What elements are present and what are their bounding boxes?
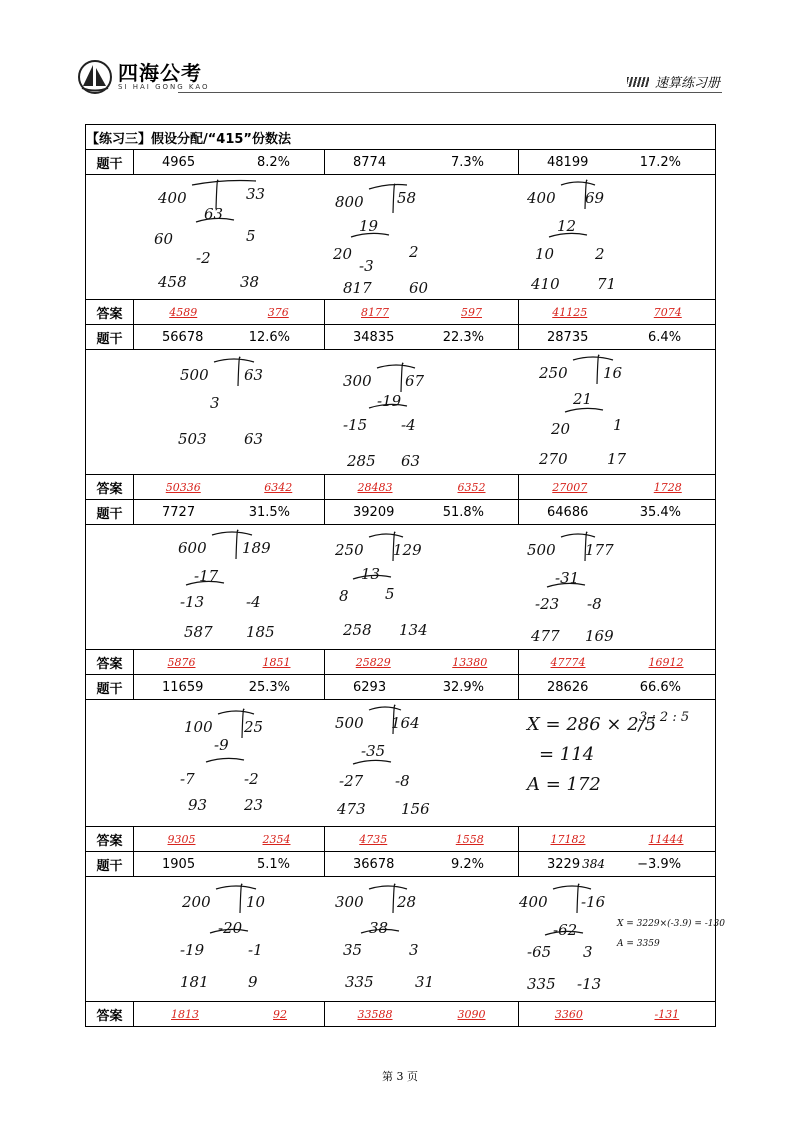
work-number: 600 bbox=[178, 539, 207, 557]
work-number: X = 3229×(-3.9) = -130 bbox=[617, 919, 725, 929]
stem-number: 34835 bbox=[353, 329, 395, 345]
work-number: 134 bbox=[399, 621, 428, 639]
answer-cell bbox=[325, 300, 519, 325]
stem-cell bbox=[134, 325, 325, 350]
work-number: 800 bbox=[335, 193, 364, 211]
work-number: 129 bbox=[393, 541, 422, 559]
stem-cell bbox=[519, 852, 716, 877]
stem-number: 56678 bbox=[162, 329, 204, 345]
work-number: -3 bbox=[359, 257, 374, 275]
work-number: 3 bbox=[210, 394, 220, 412]
work-number: 500 bbox=[180, 366, 209, 384]
work-number: -4 bbox=[246, 593, 261, 611]
work-number: 503 bbox=[178, 430, 207, 448]
answer-value: 6342 bbox=[264, 480, 293, 494]
work-column bbox=[134, 700, 325, 826]
work-number: -35 bbox=[361, 742, 386, 760]
work-number: 181 bbox=[180, 973, 209, 991]
work-number: 250 bbox=[539, 364, 568, 382]
answer-value: 3090 bbox=[457, 1007, 486, 1021]
answer-value: 1728 bbox=[653, 480, 682, 494]
answer-value: 17182 bbox=[550, 832, 586, 846]
stem-rate: 51.8% bbox=[442, 504, 484, 520]
page-header bbox=[78, 58, 722, 98]
work-number: -1 bbox=[248, 941, 263, 959]
work-column bbox=[134, 525, 325, 649]
work-number: X = 286 × 2/5 bbox=[527, 714, 657, 735]
tree-lines bbox=[134, 877, 325, 1001]
work-number: 300 bbox=[335, 893, 364, 911]
stem-cell bbox=[134, 150, 325, 175]
logo bbox=[78, 58, 210, 96]
stem-label: 题干 bbox=[86, 852, 134, 877]
answer-value: 376 bbox=[267, 305, 289, 319]
work-number: 410 bbox=[531, 275, 560, 293]
work-number: 58 bbox=[397, 189, 417, 207]
book-title-text: 速算练习册 bbox=[654, 76, 720, 91]
answer-value: 1851 bbox=[262, 655, 291, 669]
work-number: A = 3359 bbox=[617, 939, 660, 949]
work-number: -7 bbox=[180, 770, 195, 788]
work-number: -65 bbox=[527, 943, 552, 961]
answer-label: 答案 bbox=[86, 300, 134, 325]
answer-row bbox=[86, 827, 716, 852]
work-number: 3 bbox=[409, 941, 419, 959]
answer-value: 28483 bbox=[357, 480, 393, 494]
stem-number: 64686 bbox=[547, 504, 589, 520]
work-row bbox=[86, 350, 716, 475]
work-number: 1 bbox=[613, 416, 623, 434]
work-number: 71 bbox=[597, 275, 617, 293]
work-number: -13 bbox=[577, 975, 602, 993]
work-number: 9 bbox=[248, 973, 258, 991]
work-number: 16 bbox=[603, 364, 623, 382]
stem-rate: 31.5% bbox=[248, 504, 290, 520]
work-column bbox=[325, 525, 519, 649]
stem-rate: 66.6% bbox=[639, 679, 682, 695]
stem-cell bbox=[519, 675, 716, 700]
work-number: 300 bbox=[343, 372, 372, 390]
work-number: 185 bbox=[246, 623, 275, 641]
stem-label: 题干 bbox=[86, 150, 134, 175]
work-number: 13 bbox=[361, 565, 381, 583]
stem-number: 39209 bbox=[353, 504, 395, 520]
work-number: -4 bbox=[401, 416, 416, 434]
header-divider bbox=[178, 92, 722, 93]
work-number: 2 bbox=[595, 245, 605, 263]
work-number: 156 bbox=[401, 800, 430, 818]
work-number: 33 bbox=[246, 185, 266, 203]
work-number: 38 bbox=[369, 919, 389, 937]
answer-value: 25829 bbox=[355, 655, 391, 669]
answer-row bbox=[86, 1002, 716, 1027]
work-number: -15 bbox=[343, 416, 368, 434]
work-column bbox=[325, 700, 519, 826]
work-number: 477 bbox=[531, 627, 560, 645]
stem-cell bbox=[134, 500, 325, 525]
work-number: 458 bbox=[158, 273, 187, 291]
answer-value: 6352 bbox=[457, 480, 486, 494]
work-number: -62 bbox=[553, 921, 578, 939]
work-area bbox=[86, 877, 725, 1002]
answer-cell bbox=[134, 1002, 325, 1027]
work-number: 164 bbox=[391, 714, 420, 732]
answer-cell bbox=[519, 475, 716, 500]
work-row bbox=[86, 877, 716, 1002]
answer-row bbox=[86, 650, 716, 675]
work-number: 8 bbox=[339, 587, 349, 605]
answer-cell bbox=[325, 650, 519, 675]
answer-value: 7074 bbox=[653, 305, 682, 319]
work-number: 63 bbox=[244, 366, 264, 384]
answer-cell bbox=[519, 650, 716, 675]
work-column bbox=[325, 175, 519, 299]
work-number: 63 bbox=[401, 452, 421, 470]
work-number: 335 bbox=[345, 973, 374, 991]
stem-cell bbox=[325, 500, 519, 525]
stem-row bbox=[86, 500, 716, 525]
answer-label: 答案 bbox=[86, 475, 134, 500]
answer-value: 8177 bbox=[361, 305, 389, 319]
work-number: -17 bbox=[194, 567, 219, 585]
tree-lines bbox=[134, 700, 325, 826]
work-number: 817 bbox=[343, 279, 372, 297]
stem-cell bbox=[134, 852, 325, 877]
stem-label: 题干 bbox=[86, 500, 134, 525]
answer-value: 27007 bbox=[552, 480, 588, 494]
work-number: -8 bbox=[587, 595, 602, 613]
stem-cell bbox=[325, 675, 519, 700]
work-number: 25 bbox=[244, 718, 264, 736]
stem-rate: 35.4% bbox=[639, 504, 682, 520]
work-number: = 114 bbox=[539, 744, 595, 765]
tree-lines bbox=[134, 525, 325, 649]
answer-label: 答案 bbox=[86, 827, 134, 852]
work-number: 38 bbox=[240, 273, 260, 291]
stem-note: 384 bbox=[582, 856, 605, 871]
work-number: -8 bbox=[395, 772, 410, 790]
stem-rate: 25.3% bbox=[248, 679, 290, 695]
work-column bbox=[519, 700, 716, 826]
sailboat-logo-icon bbox=[78, 60, 112, 94]
stem-label: 题干 bbox=[86, 675, 134, 700]
work-number: 60 bbox=[409, 279, 429, 297]
work-number: -23 bbox=[535, 595, 560, 613]
answer-cell bbox=[519, 1002, 716, 1027]
work-column bbox=[519, 877, 725, 1001]
stem-number: 1905 bbox=[162, 856, 196, 872]
stem-row bbox=[86, 852, 716, 877]
work-number: 28 bbox=[397, 893, 417, 911]
work-number: A = 172 bbox=[527, 774, 601, 795]
stem-rate: −3.9% bbox=[637, 856, 682, 872]
answer-cell bbox=[325, 1002, 519, 1027]
stem-number: 28626 bbox=[547, 679, 589, 695]
work-number: -31 bbox=[555, 569, 580, 587]
work-number: 93 bbox=[188, 796, 208, 814]
answer-cell bbox=[325, 827, 519, 852]
work-number: 250 bbox=[335, 541, 364, 559]
answer-value: 11444 bbox=[648, 832, 684, 846]
stem-label: 题干 bbox=[86, 325, 134, 350]
stem-number: 3229 384 bbox=[547, 856, 605, 872]
answer-label: 答案 bbox=[86, 650, 134, 675]
work-row bbox=[86, 175, 716, 300]
answer-value: 3360 bbox=[554, 1007, 583, 1021]
work-number: 5 bbox=[246, 227, 256, 245]
work-number: -2 bbox=[244, 770, 259, 788]
work-number: 3 bbox=[583, 943, 593, 961]
stem-rate: 5.1% bbox=[256, 856, 290, 872]
exercise-title: 【练习三】假设分配/“415”份数法 bbox=[86, 125, 716, 150]
work-number: -19 bbox=[377, 392, 402, 410]
answer-row bbox=[86, 300, 716, 325]
work-number: 100 bbox=[184, 718, 213, 736]
work-number: 20 bbox=[551, 420, 571, 438]
answer-cell bbox=[134, 827, 325, 852]
work-number: 63 bbox=[204, 205, 224, 223]
work-number: -20 bbox=[218, 919, 243, 937]
work-number: 400 bbox=[158, 189, 187, 207]
stripes-icon bbox=[627, 77, 649, 87]
answer-value: 41125 bbox=[552, 305, 588, 319]
work-number: 63 bbox=[244, 430, 264, 448]
work-number: -9 bbox=[214, 736, 229, 754]
stem-rate: 12.6% bbox=[248, 329, 290, 345]
answer-value: 5876 bbox=[167, 655, 196, 669]
work-column bbox=[519, 525, 716, 649]
answer-value: 92 bbox=[273, 1007, 287, 1021]
stem-cell bbox=[325, 325, 519, 350]
work-number: 200 bbox=[182, 893, 211, 911]
work-number: -27 bbox=[339, 772, 364, 790]
stem-number: 4965 bbox=[162, 154, 196, 170]
answer-value: 47774 bbox=[550, 655, 586, 669]
work-number: 587 bbox=[184, 623, 213, 641]
work-number: 67 bbox=[405, 372, 425, 390]
answer-cell bbox=[519, 827, 716, 852]
work-number: 400 bbox=[527, 189, 556, 207]
work-number: 400 bbox=[519, 893, 548, 911]
stem-rate: 7.3% bbox=[450, 154, 484, 170]
answer-value: 1558 bbox=[455, 832, 484, 846]
exercise-table bbox=[85, 124, 725, 1027]
answer-value: 50336 bbox=[165, 480, 201, 494]
page-number: 第 3 页 bbox=[382, 1070, 418, 1083]
stem-row bbox=[86, 325, 716, 350]
work-number: 12 bbox=[557, 217, 577, 235]
work-number: 2 bbox=[409, 243, 419, 261]
stem-cell bbox=[519, 325, 716, 350]
work-number: 60 bbox=[154, 230, 174, 248]
answer-value: -131 bbox=[654, 1007, 680, 1021]
answer-cell bbox=[134, 650, 325, 675]
stem-rate: 6.4% bbox=[648, 329, 682, 345]
work-number: 5 bbox=[385, 585, 395, 603]
work-area bbox=[86, 700, 716, 827]
stem-cell bbox=[325, 852, 519, 877]
stem-cell bbox=[325, 150, 519, 175]
stem-number: 48199 bbox=[547, 154, 589, 170]
work-column bbox=[134, 350, 325, 474]
stem-rate: 9.2% bbox=[450, 856, 484, 872]
stem-rate: 17.2% bbox=[639, 154, 682, 170]
work-number: 10 bbox=[246, 893, 266, 911]
work-number: 270 bbox=[539, 450, 568, 468]
stem-rate: 22.3% bbox=[442, 329, 484, 345]
work-number: -16 bbox=[581, 893, 606, 911]
stem-cell bbox=[519, 150, 716, 175]
work-number: -19 bbox=[180, 941, 205, 959]
work-column bbox=[519, 350, 716, 474]
stem-cell bbox=[519, 500, 716, 525]
answer-value: 4589 bbox=[169, 305, 198, 319]
work-number: 285 bbox=[347, 452, 376, 470]
work-number: -2 bbox=[196, 249, 211, 267]
stem-cell bbox=[134, 675, 325, 700]
work-number: 19 bbox=[359, 217, 379, 235]
work-row bbox=[86, 700, 716, 827]
work-number: 169 bbox=[585, 627, 614, 645]
work-column bbox=[134, 175, 325, 299]
work-number: 500 bbox=[527, 541, 556, 559]
tree-lines bbox=[134, 350, 325, 474]
stem-number: 7727 bbox=[162, 504, 196, 520]
answer-value: 4735 bbox=[359, 832, 388, 846]
stem-row bbox=[86, 675, 716, 700]
book-title bbox=[627, 72, 720, 91]
answer-value: 13380 bbox=[452, 655, 488, 669]
work-row bbox=[86, 525, 716, 650]
work-number: 500 bbox=[335, 714, 364, 732]
answer-value: 1813 bbox=[171, 1007, 199, 1021]
answer-cell bbox=[134, 475, 325, 500]
stem-number: 36678 bbox=[353, 856, 395, 872]
answer-value: 16912 bbox=[648, 655, 684, 669]
stem-rate: 32.9% bbox=[442, 679, 484, 695]
stem-number: 11659 bbox=[162, 679, 204, 695]
work-column bbox=[325, 877, 519, 1001]
work-column bbox=[519, 175, 716, 299]
work-area bbox=[86, 350, 716, 475]
work-column bbox=[134, 877, 325, 1001]
work-number: -13 bbox=[180, 593, 205, 611]
work-number: 473 bbox=[337, 800, 366, 818]
logo-text: 四海公考 bbox=[118, 61, 202, 85]
work-number: 335 bbox=[527, 975, 556, 993]
work-area bbox=[86, 175, 716, 300]
answer-cell bbox=[519, 300, 716, 325]
stem-rate: 8.2% bbox=[256, 154, 290, 170]
work-number: 189 bbox=[242, 539, 271, 557]
answer-value: 9305 bbox=[167, 832, 196, 846]
work-number: 31 bbox=[415, 973, 435, 991]
work-number: 20 bbox=[333, 245, 353, 263]
logo-subtext: SI HAI GONG KAO bbox=[118, 83, 210, 91]
work-column bbox=[325, 350, 519, 474]
work-number: 10 bbox=[535, 245, 555, 263]
work-number: 17 bbox=[607, 450, 627, 468]
stem-row bbox=[86, 150, 716, 175]
work-number: 23 bbox=[244, 796, 264, 814]
work-number: 35 bbox=[343, 941, 363, 959]
answer-row bbox=[86, 475, 716, 500]
answer-cell bbox=[325, 475, 519, 500]
work-number: 21 bbox=[573, 390, 593, 408]
answer-cell bbox=[134, 300, 325, 325]
answer-value: 2354 bbox=[262, 832, 291, 846]
work-number: 3 : 2 : 5 bbox=[639, 710, 690, 725]
answer-value: 597 bbox=[461, 305, 482, 319]
answer-label: 答案 bbox=[86, 1002, 134, 1027]
work-number: 258 bbox=[343, 621, 372, 639]
work-number: 177 bbox=[585, 541, 614, 559]
work-number: 69 bbox=[585, 189, 605, 207]
stem-number: 28735 bbox=[547, 329, 589, 345]
answer-value: 33588 bbox=[357, 1007, 393, 1021]
stem-number: 8774 bbox=[353, 154, 387, 170]
stem-number: 6293 bbox=[353, 679, 387, 695]
work-area bbox=[86, 525, 716, 650]
